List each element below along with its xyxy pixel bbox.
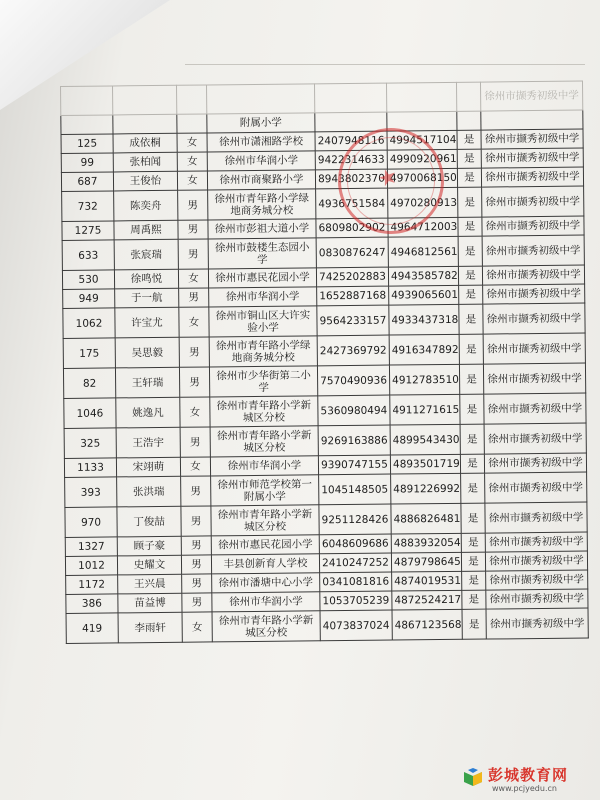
- student-id: 2427369792: [317, 335, 389, 366]
- row-number: 1172: [66, 575, 118, 595]
- rank-number: 4994517104: [387, 130, 457, 150]
- student-gender: 女: [177, 171, 207, 190]
- student-gender: 女: [180, 397, 210, 427]
- student-id: 9564233157: [317, 305, 389, 336]
- student-gender: 女: [179, 307, 209, 337]
- rank-number: 4946812561: [388, 236, 458, 267]
- student-name: 丁俊喆: [117, 506, 181, 537]
- admitted-school: 徐州市撷秀初级中学: [485, 551, 587, 571]
- admitted-flag: 是: [459, 304, 483, 334]
- student-name: 张柏闻: [113, 152, 177, 172]
- admitted-flag: 是: [460, 424, 484, 454]
- student-id: 4936751584: [316, 188, 388, 219]
- student-name: 陈奕舟: [114, 190, 178, 221]
- cell-empty: [481, 110, 583, 130]
- student-gender: 男: [179, 337, 209, 367]
- student-name: 王俊怡: [113, 171, 177, 191]
- admitted-flag: 是: [462, 590, 486, 609]
- student-name: 李雨轩: [118, 612, 182, 643]
- admitted-flag: 是: [460, 454, 484, 473]
- fragment-school: 附属小学: [207, 113, 315, 133]
- student-name: 宋翊萌: [116, 457, 180, 477]
- row-number: 530: [62, 270, 114, 290]
- student-name: 史耀文: [117, 555, 181, 575]
- student-name: 王兴晨: [118, 574, 182, 594]
- student-name: 吴思毅: [115, 337, 179, 368]
- admitted-flag: 是: [461, 533, 485, 552]
- cell-empty: [177, 114, 207, 133]
- student-id: 1045148505: [319, 474, 391, 505]
- rank-number: 4872524217: [392, 590, 462, 610]
- row-number: 1327: [65, 537, 117, 557]
- admitted-school: 徐州市撷秀初级中学: [482, 186, 584, 217]
- student-id: 2407948116: [315, 131, 387, 151]
- row-number: 82: [63, 368, 115, 399]
- admitted-flag: 是: [459, 364, 483, 394]
- row-number: 1133: [64, 458, 116, 478]
- student-name: 王轩瑞: [115, 367, 179, 398]
- student-id: 7570490936: [317, 365, 389, 396]
- row-number: 970: [65, 507, 117, 538]
- rank-number: 4943585782: [388, 266, 458, 286]
- primary-school: 徐州市青年路小学新城区分校: [210, 426, 318, 457]
- student-gender: 男: [181, 536, 211, 555]
- admission-table: [60, 81, 589, 644]
- student-name: 张洪瑞: [117, 476, 181, 507]
- ghost-cell: [386, 82, 456, 112]
- primary-school: 徐州市少华街第二小学: [209, 366, 317, 397]
- admitted-flag: 是: [458, 236, 482, 266]
- row-number: 419: [66, 613, 118, 644]
- row-number: 633: [62, 240, 114, 271]
- admitted-flag: 是: [461, 473, 485, 503]
- admitted-school: 徐州市撷秀初级中学: [483, 363, 585, 394]
- primary-school: 徐州市华润小学: [207, 151, 315, 171]
- ghost-cell: [314, 83, 386, 113]
- primary-school: 徐州市青年路小学新城区分校: [212, 611, 320, 642]
- rank-number: 4970280913: [388, 187, 458, 218]
- student-gender: 女: [182, 612, 212, 642]
- student-name: 于一航: [115, 288, 179, 308]
- student-id: 9422314633: [315, 150, 387, 170]
- admitted-school: 徐州市撷秀初级中学: [482, 235, 584, 266]
- admitted-flag: 是: [457, 130, 481, 149]
- ghost-cell: [176, 85, 206, 114]
- rank-number: 4886826481: [391, 503, 461, 534]
- student-name: 苗益博: [118, 593, 182, 613]
- ghost-cell: [456, 82, 480, 111]
- admitted-school: 徐州市撷秀初级中学: [485, 502, 587, 533]
- rank-number: 4933437318: [389, 304, 459, 335]
- row-number: 1046: [64, 398, 116, 429]
- admitted-school: 徐州市撷秀初级中学: [482, 265, 584, 285]
- primary-school: 徐州市青年路小学新城区分校: [211, 505, 319, 536]
- admitted-flag: 是: [460, 394, 484, 424]
- student-name: 姚逸凡: [116, 397, 180, 428]
- admitted-school: 徐州市撷秀初级中学: [481, 148, 583, 168]
- student-id: 9251128426: [319, 504, 391, 535]
- rank-number: 4899543430: [390, 424, 460, 455]
- site-watermark: [462, 764, 596, 798]
- seal-star-icon: ★: [374, 163, 402, 194]
- primary-school: 徐州市华润小学: [209, 287, 317, 307]
- rank-number: 4874019531: [392, 571, 462, 591]
- admitted-flag: 是: [462, 609, 486, 639]
- ghost-cell: [113, 85, 177, 115]
- table-row: [66, 608, 588, 643]
- student-gender: 女: [178, 269, 208, 288]
- row-number: 99: [61, 153, 113, 173]
- admitted-flag: 是: [459, 334, 483, 364]
- admitted-flag: 是: [462, 571, 486, 590]
- rank-number: 4883932054: [391, 533, 461, 553]
- primary-school: 徐州市潘塘中心小学: [212, 573, 320, 593]
- primary-school: 徐州市惠民花园小学: [211, 535, 319, 555]
- admitted-flag: 是: [461, 552, 485, 571]
- ghost-admit-cell: 徐州市撷秀初级中学: [480, 81, 582, 111]
- admitted-school: 徐州市撷秀初级中学: [481, 167, 583, 187]
- student-gender: 女: [177, 133, 207, 152]
- admitted-school: 徐州市撷秀初级中学: [483, 333, 585, 364]
- student-id: 1652887168: [317, 286, 389, 306]
- primary-school: 徐州市鼓楼生态园小学: [208, 238, 316, 269]
- admitted-school: 徐州市撷秀初级中学: [484, 423, 586, 454]
- rank-number: 4970068150: [387, 168, 457, 188]
- student-id: 9269163886: [318, 425, 390, 456]
- book-logo-icon: [462, 766, 484, 788]
- rank-number: 4891226992: [391, 473, 461, 504]
- cell-empty: [61, 115, 113, 135]
- student-name: 许宝尤: [115, 307, 179, 338]
- rank-number: 4964712003: [388, 217, 458, 237]
- admitted-school: 徐州市撷秀初级中学: [485, 472, 587, 503]
- student-gender: 男: [178, 220, 208, 239]
- admitted-flag: 是: [461, 503, 485, 533]
- admitted-flag: 是: [458, 266, 482, 285]
- student-name: 王浩宇: [116, 427, 180, 458]
- student-id: 4073837024: [320, 610, 392, 641]
- student-id: 5360980494: [318, 395, 390, 426]
- student-gender: 男: [181, 476, 211, 506]
- primary-school: 徐州市潇湘路学校: [207, 132, 315, 152]
- student-gender: 男: [182, 593, 212, 612]
- rank-number: 4867123568: [392, 609, 462, 640]
- primary-school: 徐州市惠民花园小学: [208, 268, 316, 288]
- row-number: 125: [61, 134, 113, 154]
- student-id: 1053705239: [320, 591, 392, 611]
- ghost-line: [185, 64, 585, 65]
- primary-school: 丰县创新育人学校: [211, 554, 319, 574]
- student-gender: 男: [178, 190, 208, 220]
- primary-school: 徐州市华润小学: [212, 592, 320, 612]
- primary-school: 徐州市华润小学: [210, 456, 318, 476]
- row-number: 687: [61, 172, 113, 192]
- student-gender: 男: [180, 427, 210, 457]
- student-id: 0341081816: [320, 572, 392, 592]
- row-number: 1275: [62, 221, 114, 241]
- cell-empty: [457, 111, 481, 130]
- rank-number: 4893501719: [390, 454, 460, 474]
- primary-school: 徐州市青年路小学绿地商务城分校: [209, 336, 317, 367]
- row-number: 1062: [63, 308, 115, 339]
- admitted-school: 徐州市撷秀初级中学: [485, 532, 587, 552]
- student-name: 顾子豪: [117, 536, 181, 556]
- student-name: 徐鸣悦: [114, 269, 178, 289]
- row-number: 386: [66, 594, 118, 614]
- row-number: 949: [63, 289, 115, 309]
- admitted-school: 徐州市撷秀初级中学: [482, 216, 584, 236]
- student-id: 8943802370: [315, 169, 387, 189]
- student-id: 6048609686: [319, 534, 391, 554]
- row-number: 393: [65, 477, 117, 508]
- row-number: 732: [62, 191, 114, 222]
- student-id: 7425202883: [316, 267, 388, 287]
- rank-number: 4990920961: [387, 149, 457, 169]
- student-gender: 男: [181, 555, 211, 574]
- primary-school: 徐州市商聚路小学: [207, 170, 315, 190]
- admitted-flag: 是: [459, 285, 483, 304]
- student-name: 周禹熙: [114, 220, 178, 240]
- admitted-school: 徐州市撷秀初级中学: [483, 284, 585, 304]
- rank-number: 4879798645: [391, 552, 461, 572]
- admitted-flag: 是: [458, 187, 482, 217]
- student-id: 9390747155: [318, 455, 390, 475]
- admitted-school: 徐州市撷秀初级中学: [486, 608, 588, 639]
- admitted-flag: 是: [457, 149, 481, 168]
- student-id: 2410247252: [319, 553, 391, 573]
- admitted-school: 徐州市撷秀初级中学: [486, 589, 588, 609]
- admitted-school: 徐州市撷秀初级中学: [484, 453, 586, 473]
- row-number: 175: [63, 338, 115, 369]
- admitted-school: 徐州市撷秀初级中学: [481, 129, 583, 149]
- student-gender: 男: [181, 506, 211, 536]
- student-id: 6809802902: [316, 218, 388, 238]
- student-gender: 女: [180, 457, 210, 476]
- rank-number: 4912783510: [389, 364, 459, 395]
- primary-school: 徐州市青年路小学绿地商务城分校: [208, 189, 316, 220]
- admitted-school: 徐州市撷秀初级中学: [483, 303, 585, 334]
- admitted-flag: 是: [458, 217, 482, 236]
- row-number: 1012: [65, 556, 117, 576]
- ghost-cell: [206, 84, 314, 114]
- ghost-cell: [61, 86, 113, 116]
- primary-school: 徐州市青年路小学新城区分校: [210, 396, 318, 427]
- student-name: 成依桐: [113, 133, 177, 153]
- rank-number: 4916347892: [389, 334, 459, 365]
- primary-school: 徐州市师范学校第一附属小学: [211, 475, 319, 506]
- rank-number: 4911271615: [390, 394, 460, 425]
- watermark-url: www.pcjyedu.cn: [492, 784, 557, 793]
- cell-empty: [113, 114, 177, 134]
- rank-number: 4939065601: [389, 285, 459, 305]
- student-name: 张宸瑞: [114, 239, 178, 270]
- student-id: 0830876247: [316, 237, 388, 268]
- admitted-flag: 是: [457, 168, 481, 187]
- watermark-title: 彭城教育网: [488, 766, 569, 784]
- admitted-school: 徐州市撷秀初级中学: [486, 570, 588, 590]
- row-number: 325: [64, 428, 116, 459]
- admitted-school: 徐州市撷秀初级中学: [484, 393, 586, 424]
- primary-school: 徐州市铜山区大许实验小学: [209, 306, 317, 337]
- student-gender: 男: [182, 574, 212, 593]
- student-gender: 男: [178, 239, 208, 269]
- student-gender: 男: [179, 367, 209, 397]
- primary-school: 徐州市彭祖大道小学: [208, 219, 316, 239]
- student-gender: 女: [177, 152, 207, 171]
- student-gender: 男: [179, 288, 209, 307]
